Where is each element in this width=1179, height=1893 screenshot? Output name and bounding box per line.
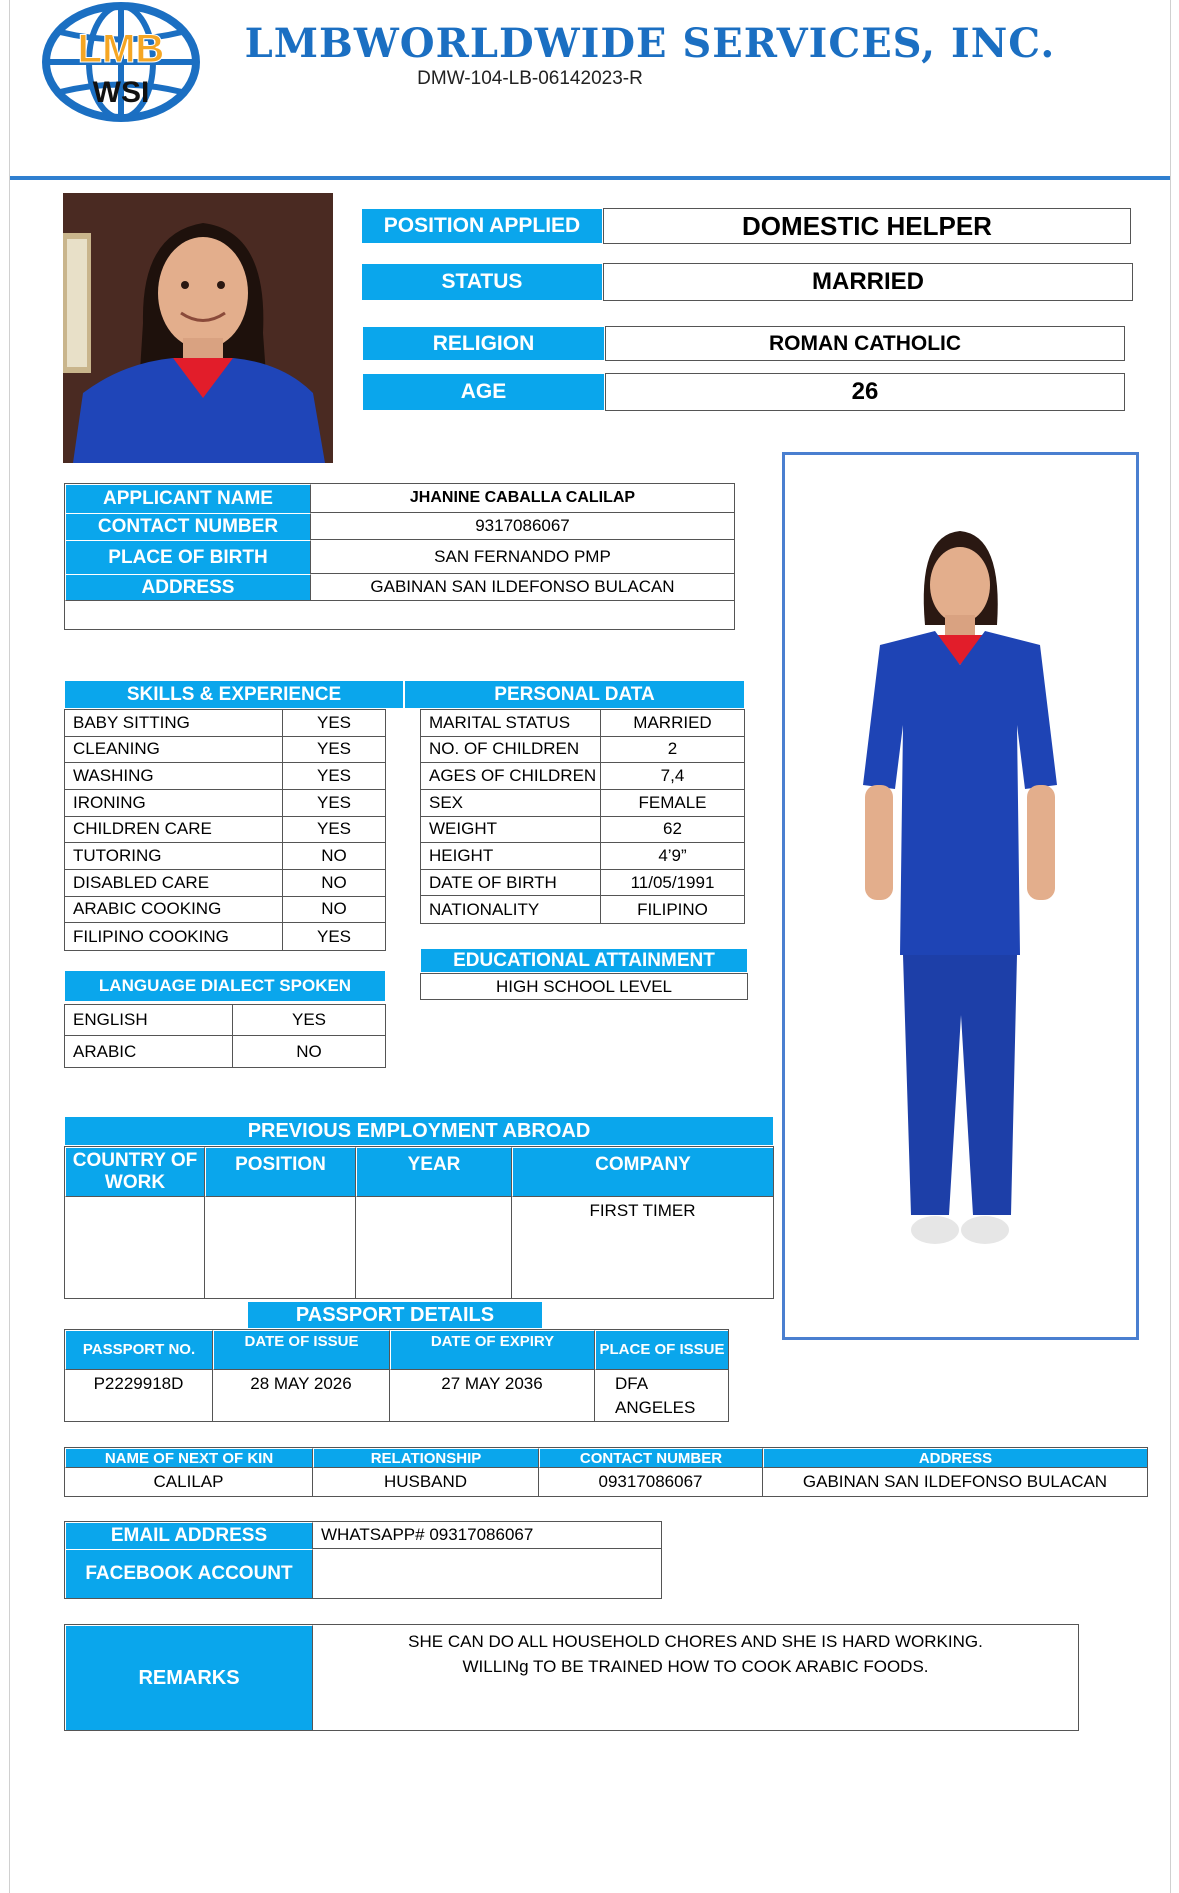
skill-value: NO (283, 870, 385, 897)
license-number: DMW-104-LB-06142023-R (417, 68, 643, 89)
age-label: AGE (362, 373, 605, 411)
kin-header-address: ADDRESS (763, 1448, 1147, 1468)
passport-number-value: P2229918D (65, 1370, 213, 1421)
kin-address-value: GABINAN SAN ILDEFONSO BULACAN (802, 1472, 1108, 1491)
address-value: GABINAN SAN ILDEFONSO BULACAN (311, 574, 734, 601)
next-of-kin-table (64, 1447, 1148, 1497)
passport-title: PASSPORT DETAILS (247, 1301, 543, 1329)
skill-value: YES (283, 737, 385, 764)
kin-relationship-value: HUSBAND (313, 1468, 539, 1496)
skill-value: NO (283, 897, 385, 924)
email-value: WHATSAPP# 09317086067 (313, 1522, 661, 1549)
personal-data-value: 11/05/1991 (601, 870, 744, 897)
language-title: LANGUAGE DIALECT SPOKEN (64, 970, 386, 1002)
personal-data-label: MARITAL STATUS (421, 710, 601, 737)
education-title: EDUCATIONAL ATTAINMENT (420, 948, 748, 973)
address-label: ADDRESS (65, 574, 311, 601)
position-applied-value: DOMESTIC HELPER (603, 208, 1131, 244)
skill-name: FILIPINO COOKING (65, 923, 283, 950)
personal-data-table (420, 709, 745, 924)
skill-value: YES (283, 710, 385, 737)
contact-table (64, 1521, 662, 1599)
applicant-info-table (64, 483, 735, 630)
personal-data-label: NATIONALITY (421, 896, 601, 923)
remarks-text (313, 1625, 1078, 1730)
personal-data-value: FEMALE (601, 790, 744, 817)
applicant-empty-row (65, 601, 734, 629)
personal-data-value: MARRIED (601, 710, 744, 737)
place-of-birth-value: SAN FERNANDO PMP (311, 540, 734, 574)
employment-header-company: COMPANY (512, 1147, 773, 1197)
biodata-page (9, 0, 1171, 1893)
skill-name: CHILDREN CARE (65, 817, 283, 844)
skill-name: CLEANING (65, 737, 283, 764)
religion-value: ROMAN CATHOLIC (605, 326, 1125, 361)
language-value: NO (296, 1041, 322, 1061)
personal-data-value: 7,4 (601, 763, 744, 790)
skill-value: YES (283, 763, 385, 790)
employment-country-value (65, 1197, 205, 1298)
kin-header-relationship: RELATIONSHIP (313, 1448, 539, 1468)
education-value: HIGH SCHOOL LEVEL (420, 973, 748, 1000)
status-value: MARRIED (603, 263, 1133, 301)
age-value: 26 (605, 373, 1125, 411)
svg-text:LMB: LMB (77, 27, 165, 71)
language-value: YES (233, 1005, 385, 1036)
remarks-line-1: SHE CAN DO ALL HOUSEHOLD CHORES AND SHE IS HARD WORKING. (408, 1632, 983, 1651)
passport-expiry-date-value: 27 MAY 2036 (390, 1370, 595, 1421)
applicant-name-label: APPLICANT NAME (65, 484, 311, 513)
personal-data-label: WEIGHT (421, 817, 601, 844)
kin-name-value: CALILAP (65, 1468, 313, 1496)
personal-data-value: FILIPINO (637, 899, 708, 919)
remarks-label: REMARKS (65, 1625, 313, 1730)
skill-name: IRONING (65, 790, 283, 817)
employment-header-year: YEAR (356, 1147, 512, 1197)
skill-name: ARABIC COOKING (65, 897, 283, 924)
skill-name: DISABLED CARE (65, 870, 283, 897)
passport-header-number: PASSPORT NO. (65, 1330, 213, 1370)
personal-data-label: AGES OF CHILDREN (421, 763, 601, 790)
passport-issue-date-value: 28 MAY 2026 (213, 1370, 390, 1421)
employment-title: PREVIOUS EMPLOYMENT ABROAD (64, 1116, 774, 1146)
passport-table (64, 1329, 729, 1422)
language-name: ARABIC (65, 1036, 233, 1067)
skill-value: YES (283, 817, 385, 844)
passport-header-expiry-date: DATE OF EXPIRY (390, 1330, 595, 1370)
skill-value: YES (283, 790, 385, 817)
employment-header-position: POSITION (205, 1147, 356, 1197)
applicant-name-value: JHANINE CABALLA CALILAP (311, 484, 734, 513)
personal-data-label: HEIGHT (421, 843, 601, 870)
language-name: ENGLISH (65, 1005, 233, 1036)
place-of-birth-label: PLACE OF BIRTH (65, 540, 311, 574)
applicant-full-body-photo (785, 455, 1136, 1337)
skills-table (64, 709, 386, 951)
personal-data-value: 2 (601, 737, 744, 764)
kin-header-contact: CONTACT NUMBER (539, 1448, 763, 1468)
personal-data-value: 4’9” (601, 843, 744, 870)
passport-header-issue-date: DATE OF ISSUE (213, 1330, 390, 1370)
remarks-line-2: WILLINg TO BE TRAINED HOW TO COOK ARABIC FOODS. (462, 1657, 929, 1676)
facebook-label: FACEBOOK ACCOUNT (65, 1549, 313, 1598)
employment-company-value: FIRST TIMER (589, 1201, 696, 1220)
position-applied-label: POSITION APPLIED (361, 208, 603, 244)
employment-table (64, 1146, 774, 1299)
personal-data-label: SEX (421, 790, 601, 817)
passport-place-value: DFA ANGELES (615, 1373, 696, 1417)
kin-contact-value: 09317086067 (539, 1468, 763, 1496)
skills-title: SKILLS & EXPERIENCE (64, 680, 404, 709)
contact-number-label: CONTACT NUMBER (65, 513, 311, 540)
company-logo (42, 2, 200, 122)
skill-name: WASHING (65, 763, 283, 790)
skill-name: TUTORING (65, 843, 283, 870)
religion-label: RELIGION (362, 326, 605, 361)
skill-value: NO (283, 843, 385, 870)
company-name: LMBWORLDWIDE SERVICES, INC. (244, 20, 1056, 67)
contact-number-value: 9317086067 (311, 513, 734, 540)
passport-header-place: PLACE OF ISSUE (595, 1330, 728, 1370)
full-body-photo-frame (782, 452, 1139, 1340)
remarks-table (64, 1624, 1079, 1731)
facebook-value (313, 1549, 661, 1598)
skill-value: YES (316, 926, 352, 946)
employment-position-value (205, 1197, 356, 1298)
email-label: EMAIL ADDRESS (65, 1522, 313, 1549)
personal-data-label: DATE OF BIRTH (421, 870, 601, 897)
employment-year-value (356, 1197, 512, 1298)
skill-name: BABY SITTING (65, 710, 283, 737)
employment-header-country: COUNTRY OF WORK (65, 1147, 205, 1197)
language-table (64, 1004, 386, 1068)
header-divider (10, 176, 1170, 180)
svg-text:WSI: WSI (92, 76, 150, 109)
kin-header-name: NAME OF NEXT OF KIN (65, 1448, 313, 1468)
personal-data-label: NO. OF CHILDREN (421, 737, 601, 764)
status-label: STATUS (361, 263, 603, 301)
personal-data-value: 62 (601, 817, 744, 844)
applicant-portrait-photo (63, 193, 333, 463)
personal-data-title: PERSONAL DATA (404, 680, 745, 709)
